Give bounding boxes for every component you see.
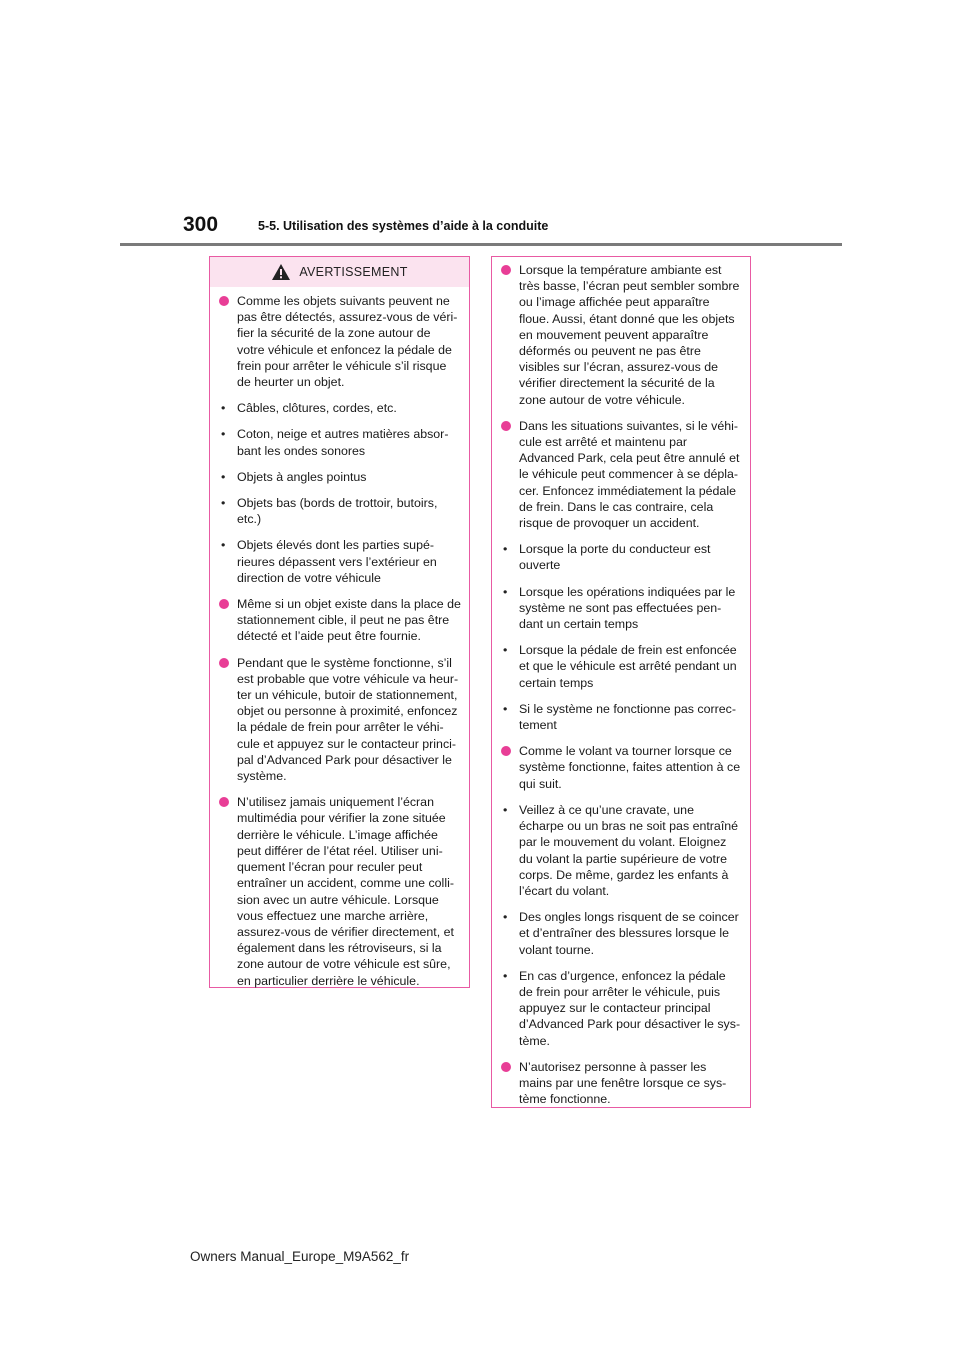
item-text: Pendant que le système fonctionne, s’il est probable que votre véhicule va heur-ter un véhicule, butoir de stationnement, objet ou personne à proximité, enfoncez la pédale de frein pour arrêter le véhi-cule et appuyez sur le contacteur princi-pal d’Advanced Park pour désactiver le système. bbox=[237, 655, 459, 784]
item-text: Lorsque la porte du conducteur est ouverte bbox=[519, 542, 711, 573]
bullet-dot-icon: • bbox=[503, 802, 508, 817]
bullet-dot-icon: • bbox=[503, 910, 508, 925]
item-text: Comme les objets suivants peuvent ne pas être détectés, assurez-vous de véri-fier la sécurité de la zone autour de votre véhicule et enfoncez la pédale de frein pour arrêter le véhicule s’il risque de heurter un objet. bbox=[237, 294, 458, 390]
pink-circle-bullet-icon bbox=[501, 421, 511, 431]
warning-paragraph bbox=[500, 418, 742, 531]
bullet-item bbox=[218, 495, 461, 527]
item-text: Des ongles longs risquent de se coincer et d’entraîner des blessures lorsque le volant tourne. bbox=[519, 910, 739, 957]
warning-paragraph bbox=[500, 262, 742, 408]
item-text: Dans les situations suivantes, si le véhi-cule est arrêté et maintenu par Advanced Park, cela peut être annulé et le véhicule peut commencer à se dépla-cer. Enfoncez immédiatement la pédale de frein. Dans le cas contraire, cela risque de provoquer un accident. bbox=[519, 418, 740, 531]
pink-circle-bullet-icon bbox=[219, 296, 229, 306]
bullet-dot-icon: • bbox=[503, 584, 508, 599]
warning-paragraph bbox=[218, 596, 461, 645]
item-text: Lorsque les opérations indiquées par le système ne sont pas effectuées pen-dant un certain temps bbox=[519, 584, 736, 632]
pink-circle-bullet-icon bbox=[501, 1062, 511, 1072]
bullet-item bbox=[500, 541, 742, 573]
item-text: En cas d’urgence, enfoncez la pédale de frein pour arrêter le véhicule, puis appuyez sur le contacteur principal d’Advanced Park pour désactiver le sys-tème. bbox=[519, 968, 741, 1048]
warning-box-right bbox=[491, 256, 751, 1108]
bullet-item bbox=[218, 469, 461, 485]
item-text: Coton, neige et autres matières absor-bant les ondes sonores bbox=[237, 427, 449, 458]
bullet-item bbox=[500, 584, 742, 633]
warning-paragraph bbox=[218, 655, 461, 785]
item-text: Lorsque la pédale de frein est enfoncée et que le véhicule est arrêté pendant un certain temps bbox=[519, 643, 737, 690]
bullet-item bbox=[500, 642, 742, 691]
bullet-item bbox=[500, 909, 742, 958]
bullet-dot-icon: • bbox=[503, 643, 508, 658]
item-text: Objets bas (bords de trottoir, butoirs, etc.) bbox=[237, 496, 438, 527]
bullet-item bbox=[500, 701, 742, 733]
bullet-item bbox=[218, 426, 461, 458]
bullet-dot-icon: • bbox=[221, 427, 226, 442]
page-number: 300 bbox=[183, 213, 219, 236]
item-text: N’autorisez personne à passer les mains par une fenêtre lorsque ce sys-tème fonctionne. bbox=[519, 1059, 727, 1107]
bullet-dot-icon: • bbox=[221, 469, 226, 484]
pink-circle-bullet-icon bbox=[501, 746, 511, 756]
warning-paragraph bbox=[218, 794, 461, 988]
warning-paragraph bbox=[218, 293, 461, 390]
pink-circle-bullet-icon bbox=[219, 599, 229, 609]
warning-header bbox=[210, 257, 469, 287]
bullet-item bbox=[218, 400, 461, 416]
bullet-dot-icon: • bbox=[503, 542, 508, 557]
bullet-dot-icon: • bbox=[221, 538, 226, 553]
bullet-item bbox=[500, 968, 742, 1049]
footer-manual-id: Owners Manual_Europe_M9A562_fr bbox=[190, 1249, 410, 1264]
item-text: Objets à angles pointus bbox=[237, 469, 367, 484]
bullet-dot-icon: • bbox=[221, 496, 226, 511]
right-column-content bbox=[492, 257, 750, 1107]
warning-triangle-icon bbox=[271, 263, 291, 281]
bullet-dot-icon: • bbox=[503, 701, 508, 716]
bullet-item bbox=[500, 802, 742, 899]
item-text: Veillez à ce qu’une cravate, une écharpe ou un bras ne soit pas entraîné par le mouvement du volant. Eloignez du volant la partie supérieure de votre corps. De même, gardez les enfants à l’écart du volant. bbox=[519, 802, 739, 898]
warning-paragraph bbox=[500, 1059, 742, 1108]
warning-paragraph bbox=[500, 743, 742, 792]
header-rule bbox=[120, 243, 842, 246]
warning-title: AVERTISSEMENT bbox=[299, 265, 408, 279]
pink-circle-bullet-icon bbox=[219, 797, 229, 807]
bullet-dot-icon: • bbox=[221, 401, 226, 416]
item-text: Câbles, clôtures, cordes, etc. bbox=[237, 401, 397, 416]
pink-circle-bullet-icon bbox=[501, 265, 511, 275]
item-text: Lorsque la température ambiante est très basse, l’écran peut sembler sombre ou l’image affichée peut apparaître floue. Aussi, étant donné que les objets en mouvement peuvent apparaître déformés ou peuvent ne pas être visibles sur l’écran, assurez-vous de vérifier directement la sécurité de la zone autour de votre véhicule. bbox=[519, 263, 740, 407]
left-column-content bbox=[210, 287, 469, 989]
item-text: Même si un objet existe dans la place de stationnement cible, il peut ne pas être détecté et l’aide peut être fournie. bbox=[237, 597, 461, 644]
item-text: N’utilisez jamais uniquement l’écran multimédia pour vérifier la zone située derrière le véhicule. L’image affichée peut différer de l’état réel. Utiliser uni-quement l’écran pour reculer peut entraîner un accident, comme une colli-sion avec un autre véhicule. Lorsque vous effectuez une marche arrière, assurez-vous de vérifier directement, et également dans les rétroviseurs, si la zone autour de votre véhicule est sûre, en particulier derrière le véhicule. bbox=[237, 795, 454, 988]
item-text: Objets élevés dont les parties supé-rieures dépassent vers l’extérieur en direction de votre véhicule bbox=[237, 538, 437, 585]
item-text: Comme le volant va tourner lorsque ce système fonctionne, faites attention à ce qui suit. bbox=[519, 744, 741, 791]
section-title: 5-5. Utilisation des systèmes d’aide à la conduite bbox=[258, 219, 549, 233]
warning-box-left bbox=[209, 256, 470, 988]
item-text: Si le système ne fonctionne pas correc-tement bbox=[519, 701, 736, 733]
pink-circle-bullet-icon bbox=[219, 658, 229, 668]
bullet-item bbox=[218, 537, 461, 586]
bullet-dot-icon: • bbox=[503, 968, 508, 983]
